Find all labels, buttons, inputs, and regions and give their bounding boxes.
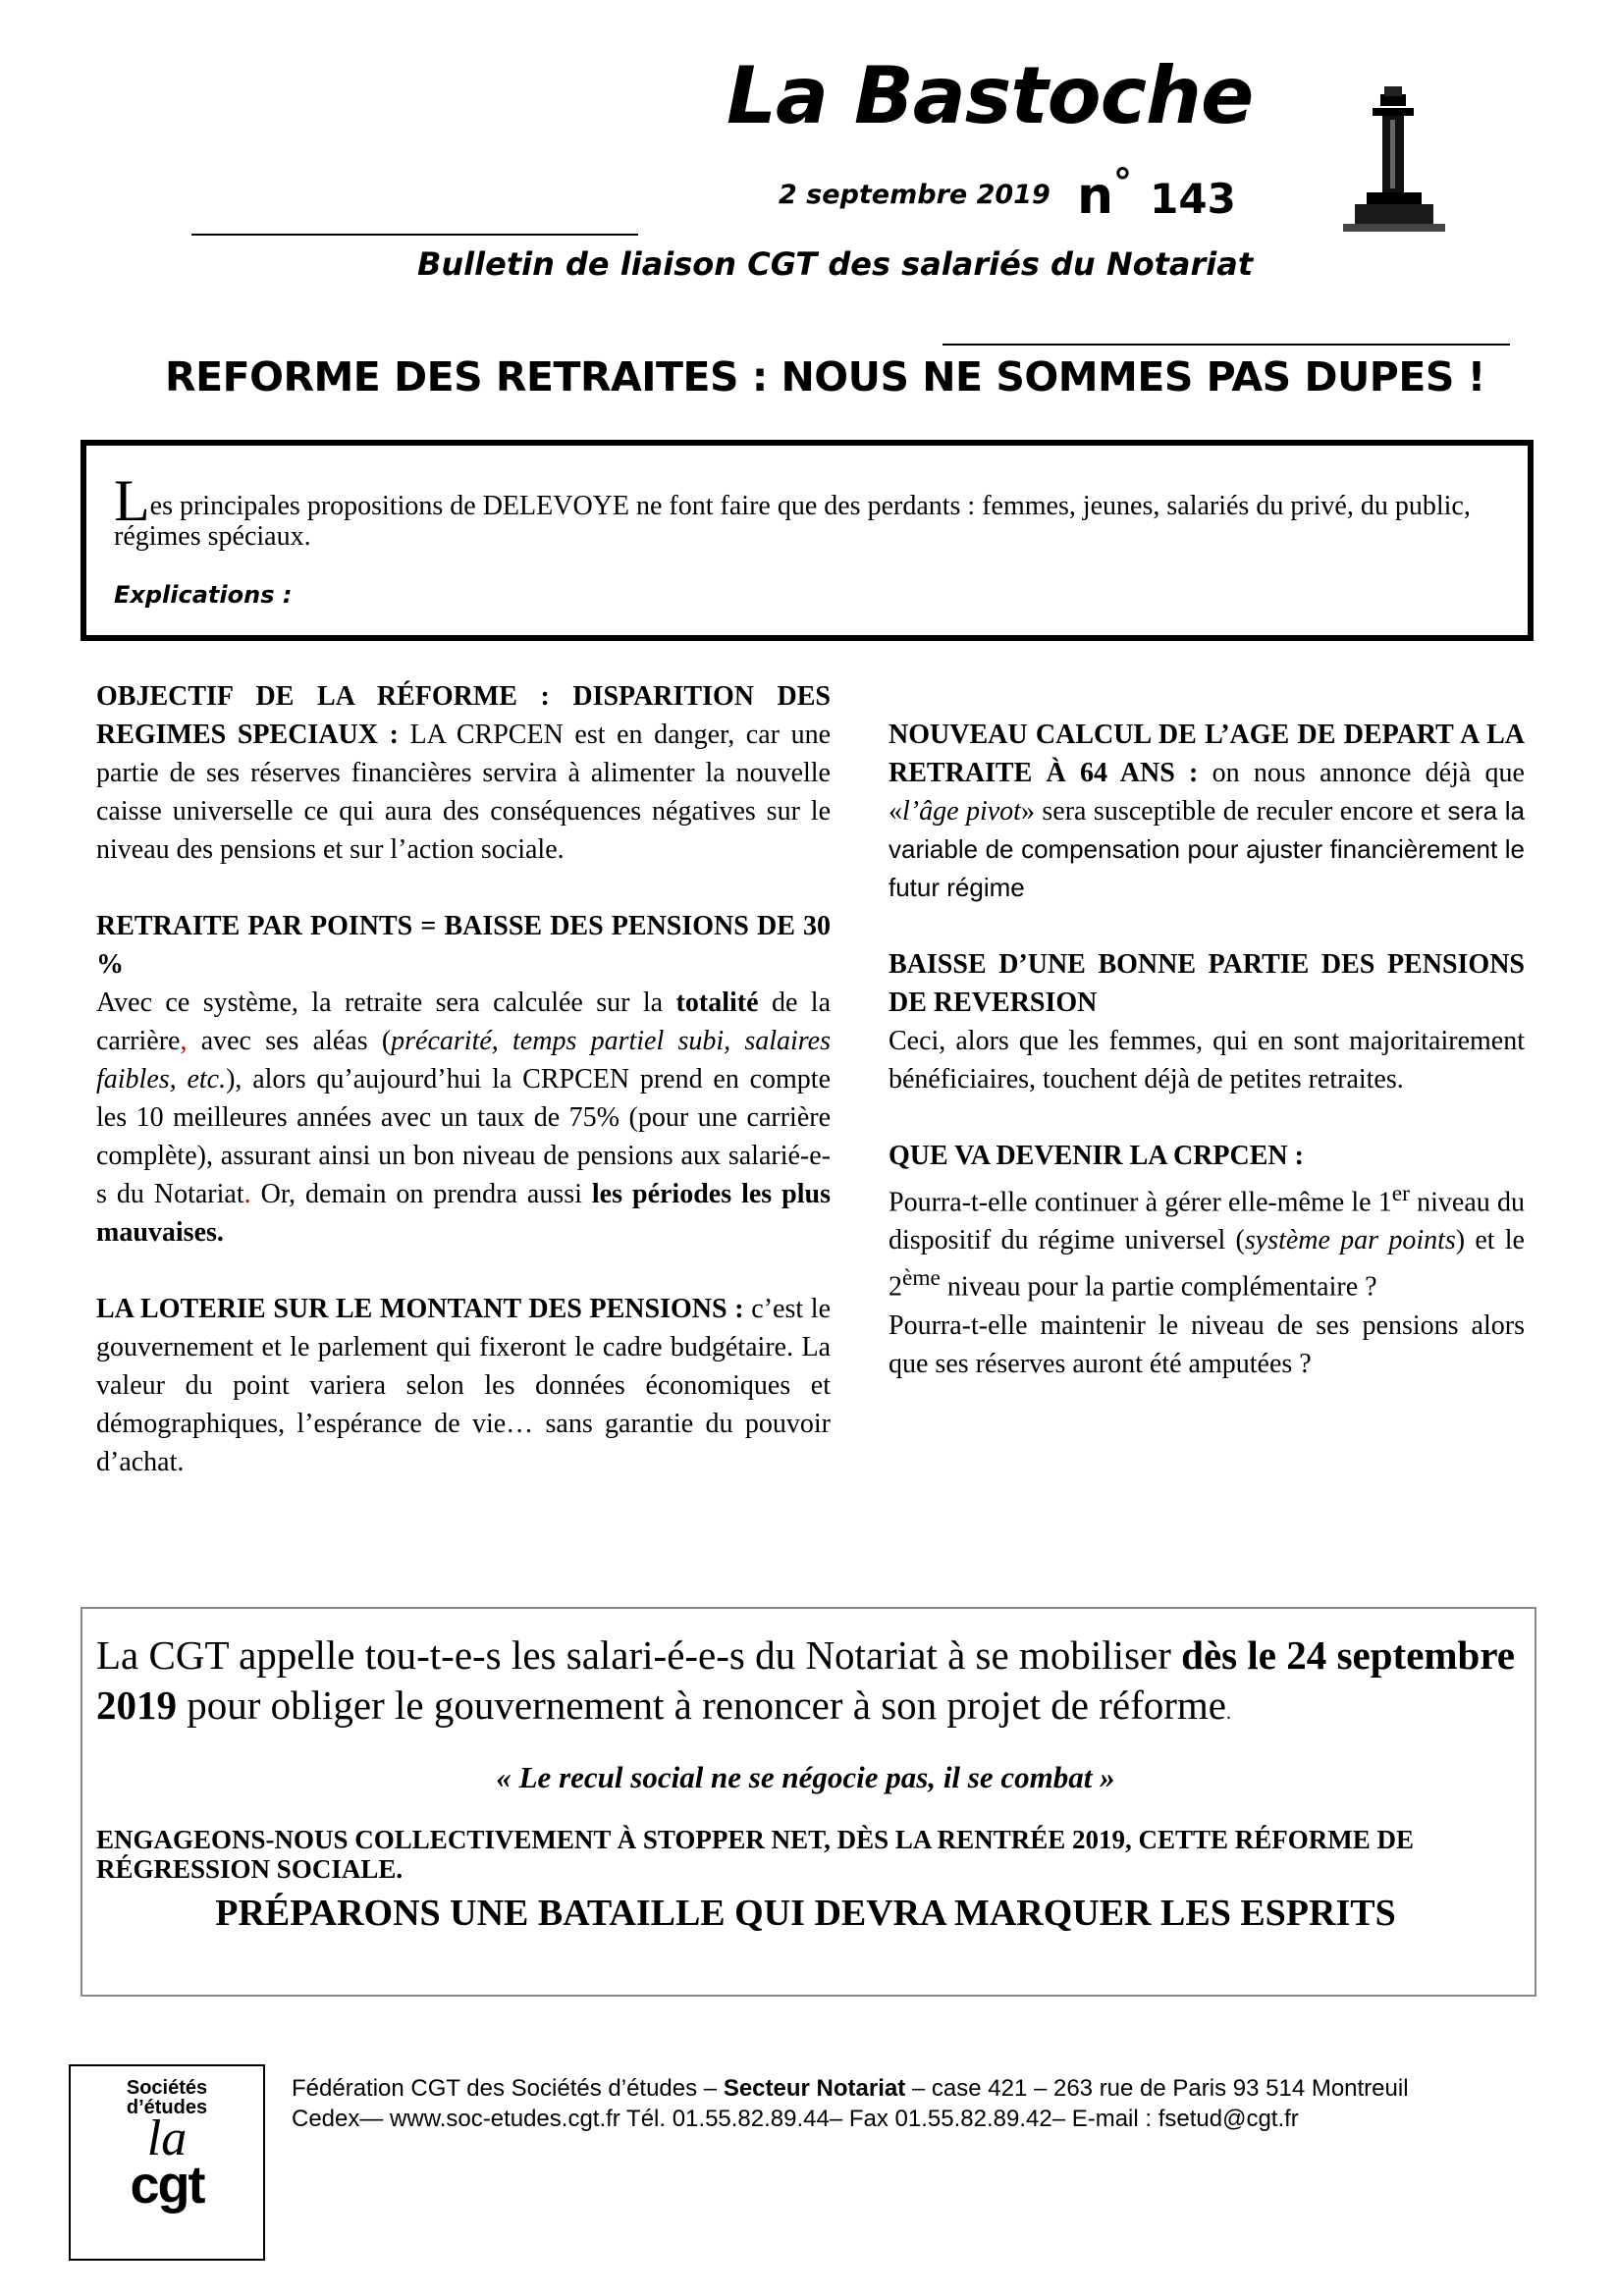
right-section-crpcen: QUE VA DEVENIR LA CRPCEN : Pourra-t-elle continuer à gérer elle-même le 1er niveau du dispositif du régime universel (système par points) et le 2ème niveau pour la partie complémentaire ? Pourra-t-elle maintenir le niveau de ses pensions alors que ses réserves auront été amputées ?: [889, 1141, 1525, 1379]
explications-label: Explications :: [114, 581, 293, 609]
footer-address: Fédération CGT des Sociétés d’études – Secteur Notariat – case 421 – 263 rue de Paris 93 514 Montreuil Cedex— www.soc-etudes.cgt.fr Tél. 01.55.82.89.44– Fax 01.55.82.89.42– E-mail : fsetud@cgt.fr: [292, 2075, 1409, 2132]
issue-date: 2 septembre 2019: [779, 180, 1050, 210]
section-title: NOUVEAU CALCUL DE L’AGE DE DEPART A LA RETRAITE À 64 ANS :: [889, 720, 1525, 788]
divider-top-left: [191, 234, 638, 236]
section-title: BAISSE D’UNE BONNE PARTIE DES PENSIONS DE REVERSION: [889, 949, 1525, 1018]
section-title: QUE VA DEVENIR LA CRPCEN :: [889, 1141, 1304, 1171]
right-section-age: NOUVEAU CALCUL DE L’AGE DE DEPART A LA RETRAITE À 64 ANS : on nous annonce déjà que «l’âge pivot» sera susceptible de reculer encore et sera la variable de compensation pour ajuster financièrement le futur régime: [889, 720, 1525, 902]
bastille-column-icon: [1343, 86, 1451, 232]
logo-line: d’études: [126, 2097, 208, 2118]
logo-line: Sociétés: [126, 2077, 208, 2099]
cgt-call-box: [81, 1607, 1536, 1997]
intro-box: [81, 440, 1534, 641]
cgt-preparons: PRÉPARONS UNE BATAILLE QUI DEVRA MARQUER LES ESPRITS: [215, 1893, 1396, 1934]
logo-line: cgt: [130, 2156, 204, 2215]
intro-dropcap: L: [114, 468, 150, 533]
section-title: OBJECTIF DE LA RÉFORME : DISPARITION DES REGIMES SPECIAUX :: [96, 681, 831, 750]
divider-top-right: [943, 344, 1510, 346]
issue-value: 143: [1150, 175, 1236, 223]
issue-prefix: n: [1077, 167, 1114, 226]
left-section-loterie: LA LOTERIE SUR LE MONTANT DES PENSIONS : c’est le gouvernement et le parlement qui fixeront le cadre budgétaire. La valeur du point variera selon les données économiques et démographiques, l’espérance de vie… sans garantie du pouvoir d’achat.: [96, 1294, 832, 1477]
left-column: [96, 677, 831, 1481]
left-section-regimes: OBJECTIF DE LA RÉFORME : DISPARITION DES REGIMES SPECIAUX : LA CRPCEN est en danger, car une partie de ses réserves financières servira à alimenter la nouvelle caisse universelle ce qui aura des conséquences négatives sur le niveau des pensions et sur l’action sociale.: [96, 681, 831, 865]
intro-body: es principales propositions de DELEVOYE ne font faire que des perdants : femmes, jeunes, salariés du privé, du public, régimes spéciaux.: [114, 491, 1471, 552]
section-title: RETRAITE PAR POINTS = BAISSE DES PENSIONS DE 30 %: [96, 911, 831, 980]
right-column: [889, 716, 1525, 1383]
headline: REFORME DES RETRAITES : NOUS NE SOMMES PAS DUPES !: [165, 353, 1485, 400]
cgt-engage: ENGAGEONS-NOUS COLLECTIVEMENT À STOPPER NET, DÈS LA RENTRÉE 2019, CETTE RÉFORME DE RÉGRESSION SOCIALE.: [96, 1825, 1414, 1884]
issue-number: [1077, 161, 1236, 226]
section-title: LA LOTERIE SUR LE MONTANT DES PENSIONS :: [96, 1294, 744, 1324]
right-section-reversion: BAISSE D’UNE BONNE PARTIE DES PENSIONS DE REVERSION Ceci, alors que les femmes, qui en sont majoritairement bénéficiaires, touchent déjà de petites retraites.: [889, 949, 1525, 1095]
issue-degree: °: [1113, 161, 1133, 204]
cgt-logo: [69, 2064, 265, 2261]
bulletin-subtitle: Bulletin de liaison CGT des salariés du Notariat: [417, 245, 1254, 283]
masthead-title: La Bastoche: [727, 50, 1254, 141]
cgt-appel: La CGT appelle tou-t-e-s les salari-é-e-s du Notariat à se mobiliser dès le 24 septembre 2019 pour obliger le gouvernement à renoncer à son projet de réforme.: [96, 1632, 1516, 1728]
cgt-quote: « Le recul social ne se négocie pas, il se combat »: [496, 1760, 1115, 1794]
left-section-points: RETRAITE PAR POINTS = BAISSE DES PENSIONS DE 30 % Avec ce système, la retraite sera calculée sur la totalité de la carrière, avec ses aléas (précarité, temps partiel subi, salaires faibles, etc.), alors qu’aujourd’hui la CRPCEN prend en compte les 10 meilleures années avec un taux de 75% (pour une carrière complète), assurant ainsi un bon niveau de pensions aux salarié-e-s du Notariat. Or, demain on prendra aussi les périodes les plus mauvaises.: [96, 911, 832, 1248]
logo-line: la: [146, 2110, 188, 2166]
intro-text: [114, 468, 1500, 552]
